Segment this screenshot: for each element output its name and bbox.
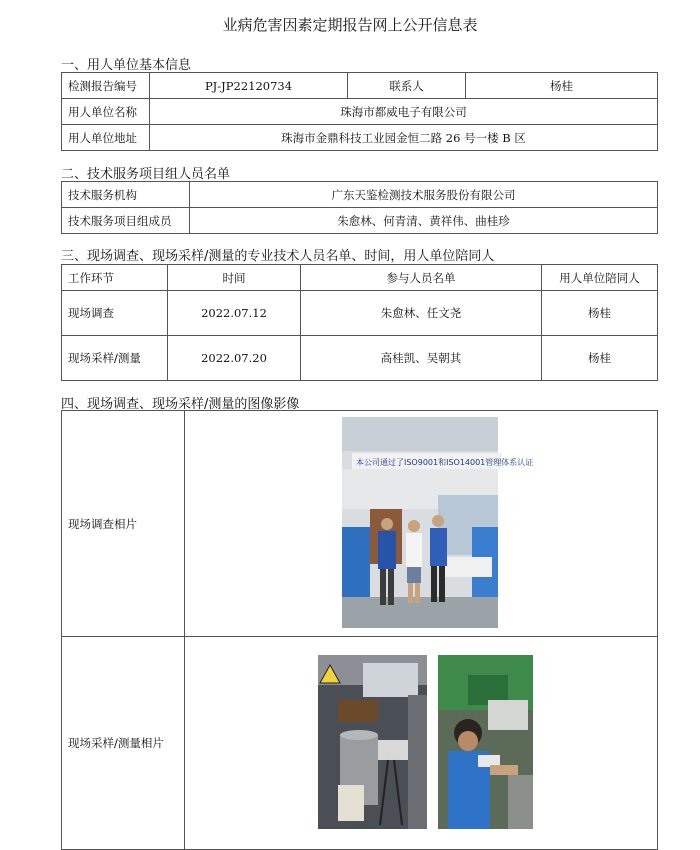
members-label: 技术服务项目组成员: [62, 208, 190, 234]
report-no-value: PJ-JP22120734: [150, 73, 348, 99]
table-row: [62, 182, 658, 208]
sampling-photo-label: 现场采样/测量相片: [62, 637, 185, 850]
sampling-photo-left: [318, 655, 427, 829]
report-no-label: 检测报告编号: [62, 73, 150, 99]
table-row: [62, 73, 658, 99]
table-header-row: [62, 265, 658, 291]
table-row: [62, 125, 658, 151]
survey-photo-label: 现场调查相片: [62, 411, 185, 637]
members-value: 朱愈林、何青清、黄祥伟、曲桂珍: [190, 208, 658, 234]
basic-info-table: [61, 72, 658, 151]
personnel-table: [61, 264, 658, 381]
company-value: 珠海市都威电子有限公司: [150, 99, 658, 125]
escort-cell: 杨桂: [542, 291, 658, 336]
date-cell: 2022.07.12: [168, 291, 301, 336]
contact-label: 联系人: [348, 73, 466, 99]
stage-cell: 现场调查: [62, 291, 168, 336]
section-2-heading: 二、技术服务项目组人员名单: [61, 167, 231, 182]
section-4-heading: 四、现场调查、现场采样/测量的图像影像: [61, 397, 300, 412]
escort-cell: 杨桂: [542, 336, 658, 381]
table-row: [62, 291, 658, 336]
table-row: [62, 99, 658, 125]
sampling-photo-right: [438, 655, 533, 829]
staff-cell: 朱愈林、任文尧: [301, 291, 542, 336]
col-header: 时间: [168, 265, 301, 291]
survey-photo: [342, 417, 534, 628]
col-header: 用人单位陪同人: [542, 265, 658, 291]
page-title: 业病危害因素定期报告网上公开信息表: [222, 16, 478, 34]
address-value: 珠海市金鼎科技工业园金恒二路 26 号一楼 B 区: [150, 125, 658, 151]
section-3-heading: 三、现场调查、现场采样/测量的专业技术人员名单、时间，用人单位陪同人: [61, 249, 495, 264]
org-value: 广东天鉴检测技术服务股份有限公司: [190, 182, 658, 208]
table-row: [62, 336, 658, 381]
staff-cell: 高桂凯、吴朝其: [301, 336, 542, 381]
col-header: 参与人员名单: [301, 265, 542, 291]
team-table: [61, 181, 658, 234]
org-label: 技术服务机构: [62, 182, 190, 208]
section-1-heading: 一、用人单位基本信息: [61, 58, 192, 73]
address-label: 用人单位地址: [62, 125, 150, 151]
table-row: [62, 208, 658, 234]
date-cell: 2022.07.20: [168, 336, 301, 381]
company-label: 用人单位名称: [62, 99, 150, 125]
col-header: 工作环节: [62, 265, 168, 291]
contact-value: 杨桂: [466, 73, 658, 99]
stage-cell: 现场采样/测量: [62, 336, 168, 381]
banner-text: 本公司通过了ISO9001和ISO14001管理体系认证: [356, 458, 534, 467]
